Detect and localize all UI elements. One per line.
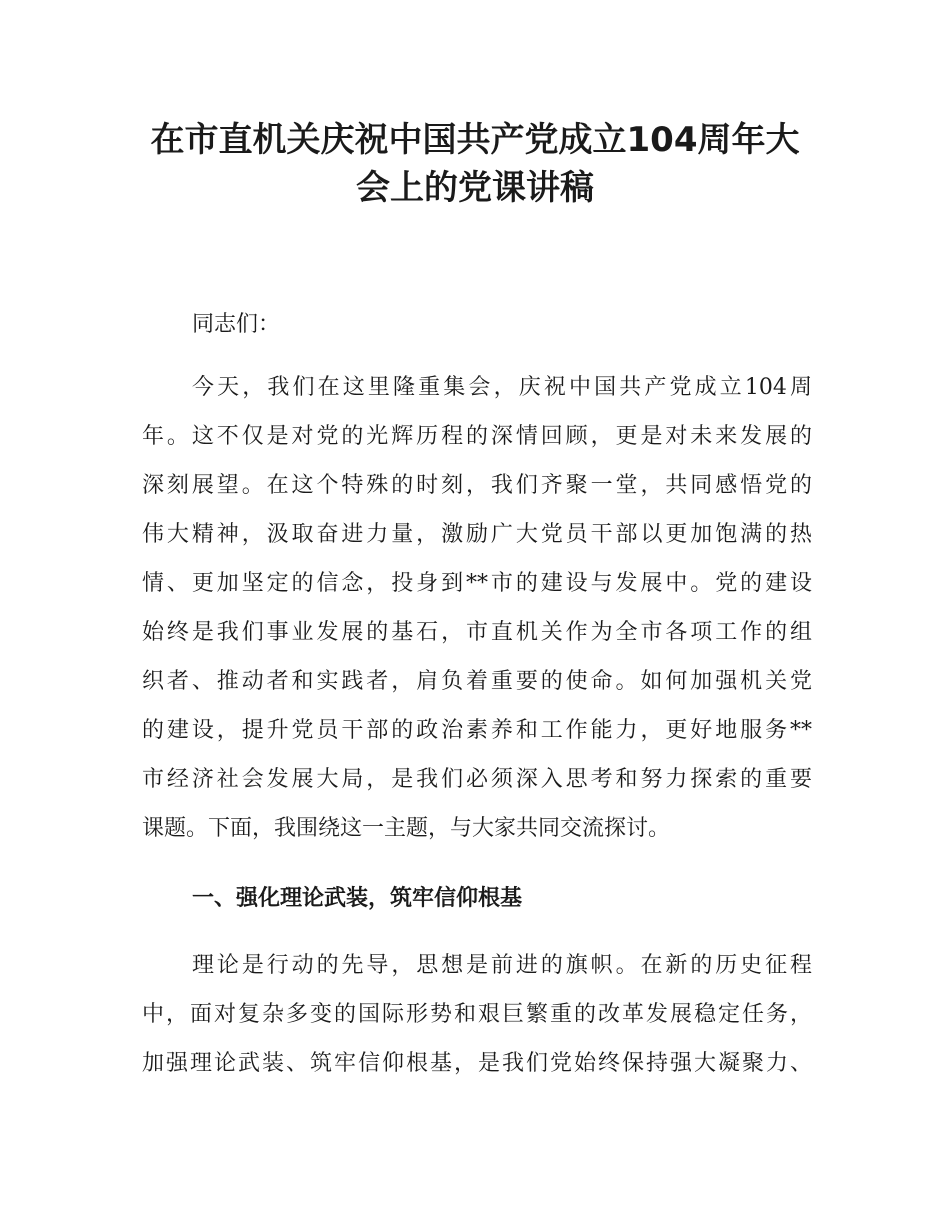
section-1-line: 加强理论武装、筑牢信仰根基，是我们党始终保持强大凝聚力、: [142, 1051, 812, 1076]
intro-line: 今天，我们在这里隆重集会，庆祝中国共产党成立104周: [192, 375, 812, 400]
intro-line: 伟大精神，汲取奋进力量，激励广大党员干部以更加饱满的热: [142, 522, 812, 547]
intro-line: 的建设，提升党员干部的政治素养和工作能力，更好地服务**: [142, 718, 812, 743]
intro-line: 织者、推动者和实践者，肩负着重要的使命。如何加强机关党: [142, 669, 812, 694]
document-title-line-1: 在市直机关庆祝中国共产党成立104周年大: [150, 120, 800, 160]
intro-line: 市经济社会发展大局，是我们必须深入思考和努力探索的重要: [142, 767, 812, 792]
intro-line: 课题。下面，我围绕这一主题，与大家共同交流探讨。: [142, 816, 671, 841]
intro-line: 深刻展望。在这个特殊的时刻，我们齐聚一堂，共同感悟党的: [142, 473, 812, 498]
salutation: 同志们：: [192, 312, 281, 337]
section-heading: 一、强化理论武装，筑牢信仰根基: [192, 886, 523, 911]
intro-line: 情、更加坚定的信念，投身到**市的建设与发展中。党的建设: [142, 571, 812, 596]
document-title-line-2: 会上的党课讲稿: [356, 168, 594, 208]
section-1-line: 中，面对复杂多变的国际形势和艰巨繁重的改革发展稳定任务，: [142, 1002, 812, 1027]
intro-line: 年。这不仅是对党的光辉历程的深情回顾，更是对未来发展的: [142, 424, 812, 449]
intro-line: 始终是我们事业发展的基石，市直机关作为全市各项工作的组: [142, 620, 812, 645]
section-1-line: 理论是行动的先导，思想是前进的旗帜。在新的历史征程: [192, 953, 812, 978]
